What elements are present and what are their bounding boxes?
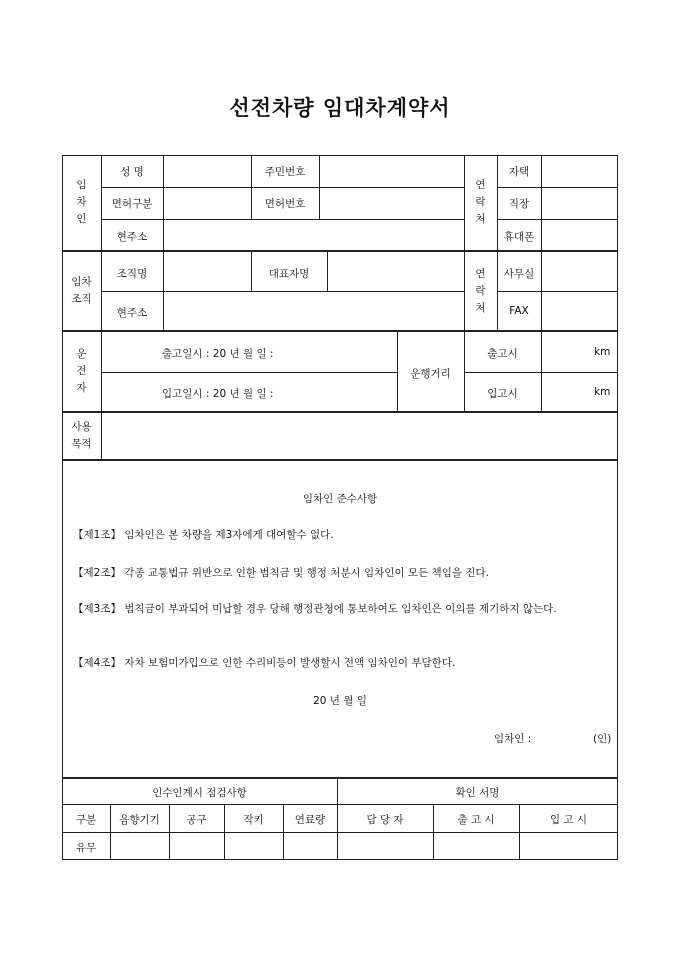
renter-address-label: 현주소 <box>116 231 148 243</box>
clause-3: 【제3조】 범칙금이 부과되어 미납할 경우 당해 행정관청에 통보하여도 임차인은 이의를 제기하지 않는다. <box>73 603 557 615</box>
license-no-label: 면허번호 <box>264 198 306 210</box>
col-manager: 담 당 자 <box>366 814 404 826</box>
mobile-phone-label: 휴대폰 <box>503 231 535 243</box>
row-presence-label: 유무 <box>75 842 97 854</box>
purpose-section <box>62 412 618 460</box>
org-contact-label: 연 락 처 <box>475 268 486 314</box>
checkout-km-unit: km <box>594 346 611 358</box>
rules-heading: 임차인 준수사항 <box>302 493 378 505</box>
distance-label: 운행거리 <box>410 368 451 380</box>
checkin-km-unit: km <box>594 386 611 398</box>
checkin-datetime-label: 입고일시 : 20 년 월 일 : <box>162 388 274 400</box>
contract-date: 20 년 월 일 <box>313 695 367 707</box>
renter-section-label: 임 차 인 <box>76 179 87 225</box>
document-title: 선전차량 임대차계약서 <box>229 96 451 120</box>
rules-section <box>62 460 618 778</box>
office-phone-label: 사무실 <box>503 268 535 280</box>
fax-label: FAX <box>509 305 529 317</box>
seal-mark: (인) <box>593 733 612 745</box>
name-label: 성 명 <box>120 166 144 178</box>
org-name-label: 조직명 <box>116 268 148 280</box>
org-section-label: 임차 조직 <box>71 276 92 305</box>
signature-header: 확인 서명 <box>455 787 500 799</box>
license-type-label: 면허구분 <box>111 198 153 210</box>
clause-2: 【제2조】 각종 교통법규 위반으로 인한 범칙금 및 행정 처분시 임차인이 모든 책임을 진다. <box>73 567 489 579</box>
clause-4: 【제4조】 자차 보험미가입으로 인한 수리비등이 발생할시 전액 임차인이 부담한다. <box>73 657 456 669</box>
work-phone-label: 직장 <box>508 198 530 210</box>
representative-label: 대표자명 <box>268 268 310 280</box>
col-jack: 작키 <box>243 814 264 826</box>
col-tools: 공구 <box>186 814 207 826</box>
checkout-datetime-label: 출고일시 : 20 년 월 일 : <box>162 348 274 360</box>
rrn-label: 주민번호 <box>264 166 306 178</box>
purpose-label: 사용 목적 <box>71 421 92 450</box>
col-category: 구분 <box>75 814 97 826</box>
checkout-km-label: 출고시 <box>487 348 518 360</box>
inspection-header: 인수인계시 점검사항 <box>152 787 247 799</box>
driver-section-label: 운 전 자 <box>76 348 87 394</box>
signer-label: 임차인 : <box>494 733 532 745</box>
renter-contact-label: 연 락 처 <box>475 179 486 225</box>
col-checkout: 출 고 시 <box>457 814 495 826</box>
col-checkin: 입 고 시 <box>549 814 588 826</box>
org-address-label: 현주소 <box>116 307 148 319</box>
checkin-km-label: 입고시 <box>487 388 518 400</box>
col-fuel: 연료량 <box>294 814 326 826</box>
home-phone-label: 자택 <box>508 166 530 178</box>
col-audio: 음향기기 <box>119 814 160 826</box>
clause-1: 【제1조】 임차인은 본 차량을 제3자에게 대여할수 없다. <box>73 529 334 541</box>
